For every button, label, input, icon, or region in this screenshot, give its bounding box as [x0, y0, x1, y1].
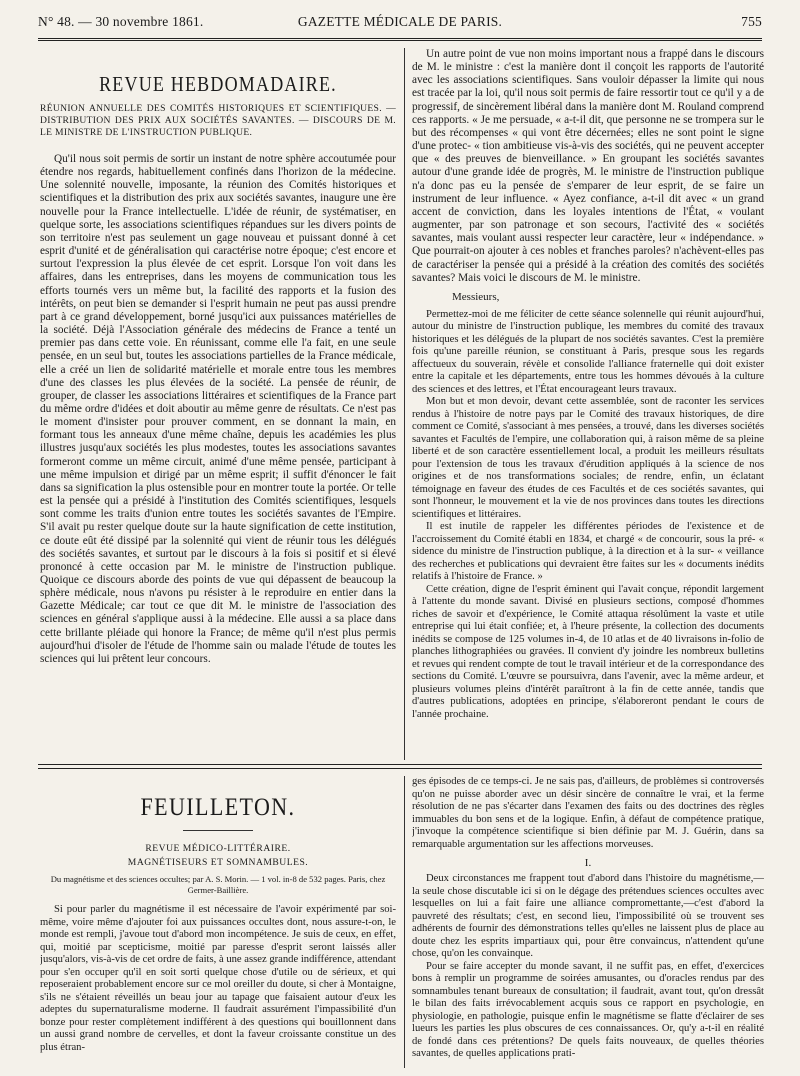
section-numeral: I.: [584, 857, 592, 869]
salutation: Messieurs,: [452, 290, 500, 303]
page-header: [38, 14, 762, 34]
feuilleton-title-rule: [183, 830, 253, 831]
magnetism-paragraph-2: Pour se faire accepter du monde savant, il ne suffit pas, en effet, d'exercices bons à remplir un programme de soirées amusantes, ou d'oracles rendus par des somnambules tenant bureaux de consultation; il faudrait, avant tout, qu'on dressât le bilan des faits irrévocablement acquis sous ce rapport en psychologie, en physiologie, en pathologie, puisque enfin le magnétisme se flatte d'éclairer de ses lueurs les parties les plus obscures de ces connaissances. Or, qu'y a-t-il en réalité de fondé dans ces prétentions? De quels faits nouveaux, de quelles théories savantes, de quelles applications prati-: [412, 960, 764, 1059]
journal-title: GAZETTE MÉDICALE DE PARIS.: [297, 14, 503, 29]
feuilleton-separator: [38, 764, 762, 765]
feuilleton-section: REVUE MÉDICO-LITTÉRAIRE.: [145, 843, 291, 854]
book-citation: Du magnétisme et des sciences occultes; par A. S. Morin. — 1 vol. in-8 de 532 pages. Paris, chez Germer-Baillière.: [50, 874, 386, 895]
revue-column: [40, 48, 396, 760]
header-rule-thin: [38, 40, 762, 41]
revue-paragraph: Qu'il nous soit permis de sortir un instant de notre sphère accoutumée pour étendre nos regards, habituellement confinés dans l'horizon de la médecine. Une solennité nouvelle, imposante, la réunion des Comités historiques et scientifiques et la distribution des prix aux sociétés savantes, inaugure une ère nouvelle pour la France intellectuelle. L'idée de réunir, de systématiser, en quelque sorte, les associations scientifiques répandues sur les divers points de son territoire n'est pas seulement un gage nouveau et puissant donné à cet esprit d'unité et de généralisation qui caractérise notre époque; c'est encore et surtout l'expression la plus élevée de cet esprit. Lorsque l'on voit dans les affaires, dans les entreprises, dans les moyens de communication tous les efforts tournés vers un même but, la facilité des rapports et la fusion des intérêts, on peut bien se demander si l'esprit humain ne peut pas aussi prendre part à ce grand développement, borné jusqu'ici aux puissances matérielles de la société. Déjà l'Association générale des médecins de France a tenté un premier pas dans cette voie. En réunissant, comme elle l'a fait, en une seule pensée, en un seul but, toutes les associations partielles de la France médicale, elle a créé un lien de solidarité matérielle et morale entre tous les membres d'une des classes les plus élevées de la société. La pensée de réunir, de grouper, de classer les associations littéraires et scientifiques de la France part du même ordre d'idées et doit aboutir au même genre de résultats. Ce n'est pas le moment d'insister pour prouver comment, en se donnant la main, en formant tous les anneaux d'une même chaîne, depuis les académies les plus illustres jusqu'aux sociétés les plus modestes, toutes les associations savantes formeront comme un même circuit, animé d'une même pensée, participant à une même impulsion et dirigé par un même esprit; il suffit d'énoncer le fait dans sa signification la plus ostensible pour en montrer toute la portée. Or telle est la pensée qui a présidé à l'institution des Comités scientifiques, lesquels sont comme les traits d'union entre toutes les sociétés savantes de l'Empire. S'il avait pu rester quelque doute sur la haute signification de cette institution, ce doute eût été dissipé par la solennité qui vient de réunir tous les délégués des sociétés savantes, et surtout par le discours à la fois si positif et si élevé prononcé à cette occasion par M. le ministre de l'instruction publique. Quoique ce discours aborde des points de vue qui dépassent de beaucoup la sphère médicale, nous n'avons pu résister à le reproduire en entier dans la Gazette Médicale; car tout ce que dit M. le ministre de l'association des sciences en général s'applique aussi à la médecine. Elle aussi a sa place dans cette brillante pléiade qui honore la France; de même qu'il n'est plus permis aujourd'hui d'isoler de l'étude de l'homme sain ou malade l'étude de toutes les sciences qui lui prêtent leur concours.: [40, 153, 396, 665]
feuilleton-topic: MAGNÉTISEURS ET SOMNAMBULES.: [127, 857, 309, 868]
header-rule: [38, 38, 762, 39]
discours-column: [412, 48, 764, 760]
feuilleton-column: [40, 776, 396, 1068]
discours-paragraph-4: Cette création, digne de l'esprit éminent qui l'avait conçue, répondit largement à l'attente du monde savant. Divisé en plusieurs sections, composé d'hommes riches de savoir et d'expérience, le Comité attaqua résolûment la vaste et utile entreprise qui lui était confiée; et, à l'heure présente, la collection des documents inédits se compose de 125 volumes in-4, de 10 atlas et de 40 livraisons in-folio de planches lithographiées ou gravées. Il convient d'y joindre les nombreux bulletins et revues qui rendent compte de tout le travail intérieur et de la correspondance des sections du Comité. L'œuvre se poursuivra, dans l'avenir, avec la même ardeur, et plusieurs volumes pleins d'intérêt paraîtront à la fin de cette année, tandis que d'autres publications, adoptées en principe, s'élaboreront pendant le cours de l'année prochaine.: [412, 583, 764, 720]
issue-date: N° 48. — 30 novembre 1861.: [38, 14, 204, 29]
feuilleton-title: FEUILLETON.: [140, 792, 296, 821]
continuation-paragraph: ges épisodes de ce temps-ci. Je ne sais pas, d'ailleurs, de problèmes si controversés qu'on ne puisse aborder avec un désir sincère de connaître le vrai, et la ferme résolution de ne pas s'écarter dans l'examen des faits ou des doctrines des règles immuables du bon sens et de la logique. Enfin, à défaut de compétence pratique, j'invoque la compétence scientifique si bien définie par M. J. Guérin, dans sa remarquable argumentation sur les affections morveuses.: [412, 776, 764, 850]
feuilleton-separator-thin: [38, 768, 762, 769]
magnetism-paragraph-1: Deux circonstances me frappent tout d'abord dans l'histoire du magnétisme,—la seule chose discutable ici si on le dégage des prétendues sciences occultes avec lesquelles on lui a fait faire une alliance compromettante,—c'est d'abord la pauvreté des résultats; c'est, en second lieu, l'impossibilité où se trouvent ses adhérents de fournir des démonstrations telles qu'elles ne laissent plus de place au doute chez les esprits impartiaux qui, pour être convaincus, n'attendent qu'une chose, qu'on les convainque.: [412, 873, 764, 959]
column-divider-top: [404, 48, 405, 760]
discours-intro-paragraph: Un autre point de vue non moins important nous a frappé dans le discours de M. le ministre : c'est la manière dont il conçoit les rapports de l'autorité avec les associations scientifiques. Sans vouloir dépasser la limite qui nous est tracée par la loi, qu'il nous soit permis de faire ressortir tout ce qu'il y a de progressif, de sincèrement libéral dans la manière dont M. Rouland comprend ces rapports. « Je me persuade, « a-t-il dit, que personne ne se trompera sur le but des récompenses « qui vont être décernées; elles ne sont point le signe d'une protec- « tion ambitieuse vis-à-vis des sociétés, qui ne peuvent accepter que « des preuves de bienveillance. » En groupant les sociétés savantes autour d'une grande idée de progrès, M. le ministre de l'instruction publique n'a donc pas eu la pensée de s'emparer de leur esprit, de se faire un instrument de leur influence. « Ayez confiance, a-t-il dit avec « un grand accent de conviction, dans les loyales intentions de l'État, « voulant augmenter, par son patronage et son secours, l'activité des « sociétés savantes, mais voulant aussi respecter leur caractère, leur « indépendance. » Que pourrait-on ajouter à ces nobles et franches paroles? n'achèvent-elles pas de caractériser la pensée qui a présidé à la création des comités des sociétés savantes? Mais voici le discours de M. le ministre.: [412, 48, 764, 284]
feuilleton-paragraph: Si pour parler du magnétisme il est nécessaire de l'avoir expérimenté par soi-même, voire même d'ajouter foi aux puissances occultes dont, nous assure-t-on, le monde est rempli, j'avoue tout d'abord mon incompétence. Je suis de ceux, en effet, qui, moitié par scepticisme, moitié par paresse d'esprit seront laissés aller jusqu'alors, vis-à-vis de cet ordre de faits, à une assez grande indifférence, attendant pour s'en occuper qu'il en soit sorti quelque chose d'utile ou de sérieux, et qui reposeraient probablement encore sur ce mol oreiller du doute, si cher à Montaigne, s'ils ne s'étaient réveillés un beau jour au tapage que faisaient autour d'eux les adeptes du supernaturalisme moderne. Il faudrait assurément l'impassibilité d'un bonze pour rester complètement indifférent à des questions qui bouillonnent dans un aussi grand nombre de cervelles, et dont la faveur croissante constitue un des plus étran-: [40, 904, 396, 1053]
column-divider-bottom: [404, 776, 405, 1068]
discours-paragraph-2: Mon but et mon devoir, devant cette assemblée, sont de raconter les services rendus à l'histoire de notre pays par le Comité des travaux historiques, de dire comment ce Comité, s'associant à mes pensées, a trouvé, dans les diverses sociétés savantes et Facultés de l'empire, une collaboration qui, à raison même de sa pleine liberté et de son caractère essentiellement local, a produit les meilleurs résultats pour l'extension de tous les travaux d'érudition appliqués à la science de nos origines et de nos transformations sociales; de rendre, enfin, un éclatant témoignage en faveur des études de ces Facultés et de ces sociétés savantes, qui sont l'honneur, le mouvement et la vie de nos provinces dans toutes les directions scientifiques et littéraires.: [412, 396, 764, 520]
revue-subhead: RÉUNION ANNUELLE DES COMITÉS HISTORIQUES ET SCIENTIFIQUES. — DISTRIBUTION DES PRIX AUX SOCIÉTÉS SAVANTES. — DISCOURS DE M. LE MINISTRE DE L'INSTRUCTION PUBLIQUE.: [40, 103, 396, 138]
revue-title: REVUE HEBDOMADAIRE.: [99, 72, 337, 96]
discours-paragraph-3: Il est inutile de rappeler les différentes périodes de l'existence et de l'accroissement du Comité établi en 1834, et chargé « de concourir, sous la pré- « sidence du ministre de l'instruction publique, à la direction et à la sur- « veillance des recherches et publications qui devraient être faites sur les « documents inédits relatifs à l'histoire de France. »: [412, 521, 764, 583]
discours-paragraph-1: Permettez-moi de me féliciter de cette séance solennelle qui réunit aujourd'hui, autour du ministre de l'instruction publique, les membres du comité des travaux historiques et les délégués de la plupart de nos sociétés savantes. C'est la première fois qu'une pareille réunion, se constituant à Paris, presque sous les regards affectueux du souverain, révèle et consolide l'alliance fraternelle qui doit exister entre la capitale et les départements, entre tous les hommes dévoués à la culture des sciences et des lettres, et l'État encourageant leurs travaux.: [412, 308, 764, 395]
page-number: 755: [741, 14, 762, 29]
feuilleton-continuation-column: [412, 776, 764, 1068]
